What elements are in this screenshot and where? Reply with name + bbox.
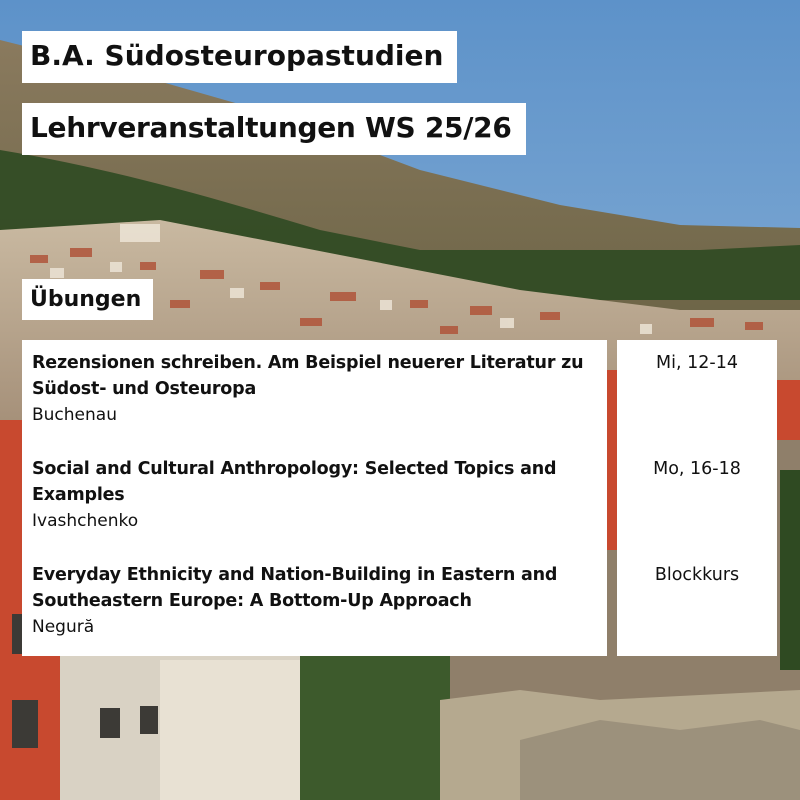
schedule-column — [617, 340, 777, 656]
course-list — [22, 340, 607, 656]
course-time: Mi, 12-14 — [656, 353, 738, 373]
title-line-2: Lehrveranstaltungen WS 25/26 — [22, 103, 526, 155]
course-time: Mo, 16-18 — [653, 459, 741, 479]
course-lecturer: Buchenau — [32, 405, 117, 425]
course-lecturer: Ivashchenko — [32, 511, 139, 531]
course-lecturer: Negură — [32, 617, 95, 637]
course-title: Social and Cultural Anthropology: Selected Topics and Examples — [32, 459, 557, 505]
course-item — [32, 456, 597, 562]
course-item — [32, 350, 597, 456]
course-title: Rezensionen schreiben. Am Beispiel neuerer Literatur zu Südost- und Osteuropa — [32, 353, 584, 399]
title-line-1: B.A. Südosteuropastudien — [22, 31, 457, 83]
course-item — [32, 562, 597, 668]
section-heading: Übungen — [22, 279, 153, 320]
course-time: Blockkurs — [654, 565, 740, 585]
course-title: Everyday Ethnicity and Nation-Building in Eastern and Southeastern Europe: A Bottom-Up Approach — [32, 565, 558, 611]
